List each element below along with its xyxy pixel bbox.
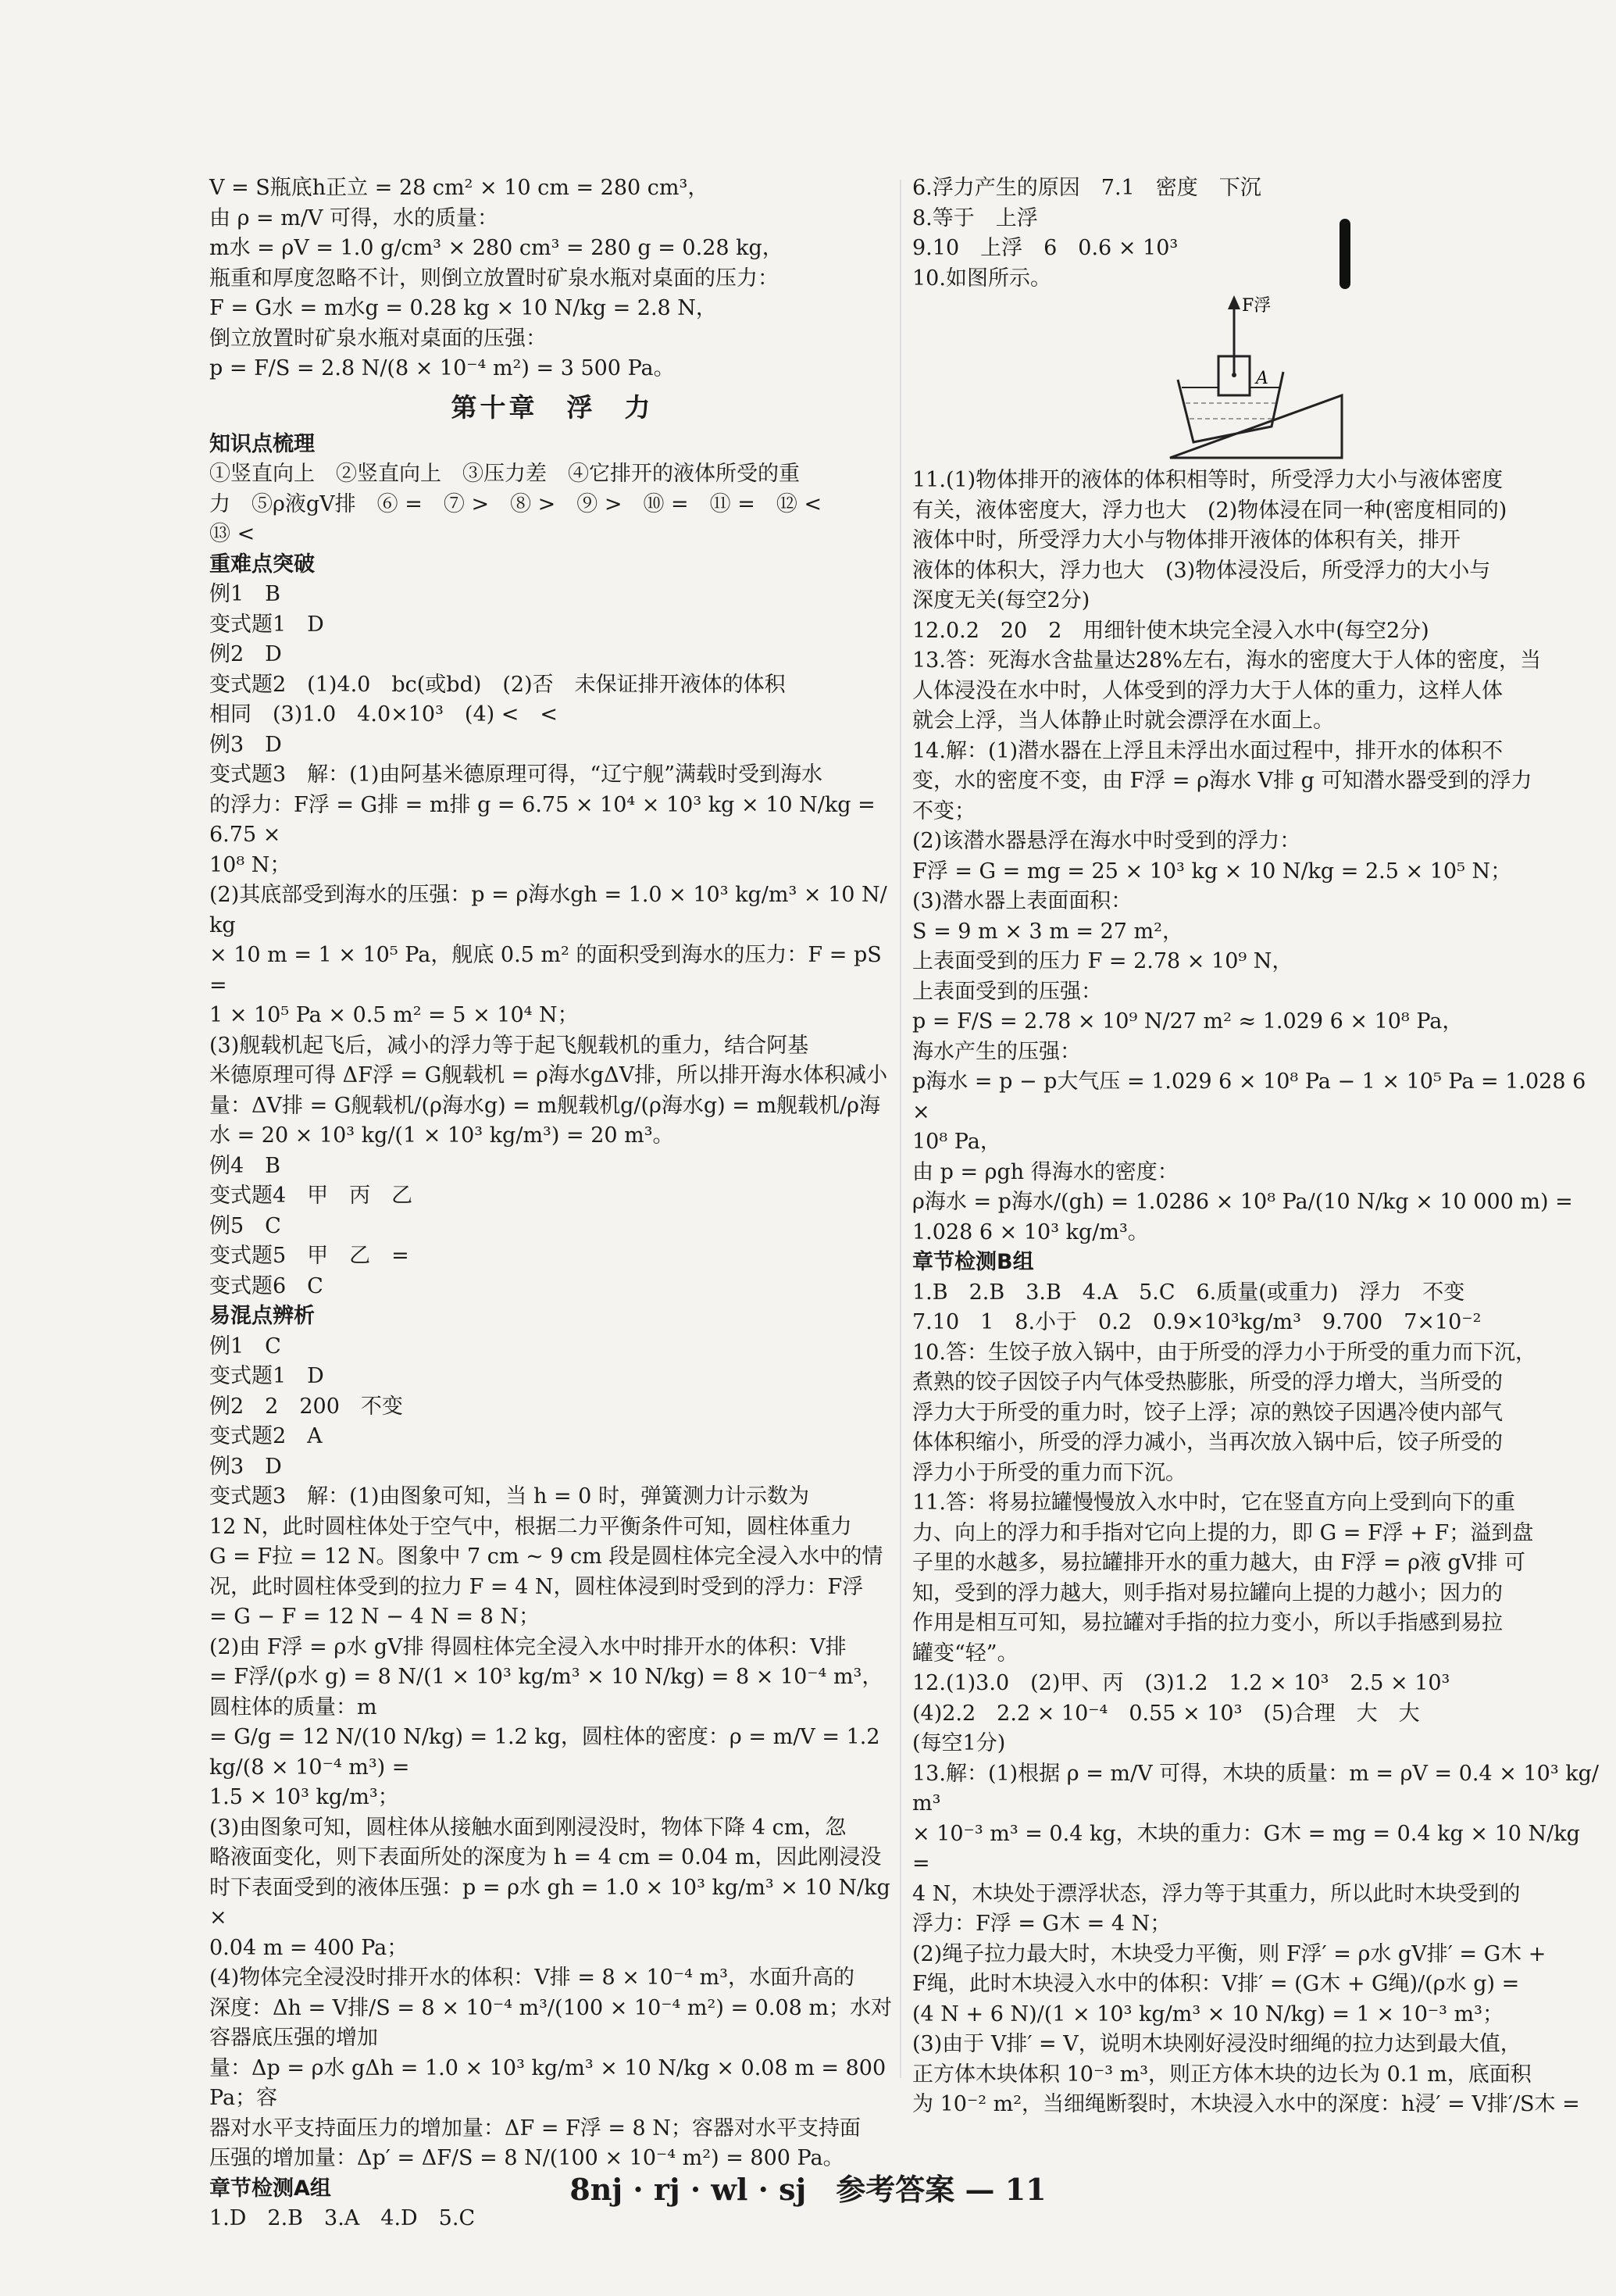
answer-line: 14.解：(1)潜水器在上浮且未浮出水面过程中，排开水的体积不 <box>912 738 1504 763</box>
section-heading: 易混点辨析 <box>209 1304 315 1328</box>
answer-line: ⑬ < <box>209 522 255 546</box>
answer-line: 10⁸ N； <box>209 852 291 877</box>
answer-line: V = S瓶底h正立 = 28 cm² × 10 cm = 280 cm³， <box>209 176 709 200</box>
answer-line: 7.10 1 8.小于 0.2 0.9×10³kg/m³ 9.700 7×10⁻² <box>912 1310 1482 1334</box>
answer-line: 变式题2 A <box>209 1424 323 1448</box>
answer-line: 正方体木块体积 10⁻³ m³，则正方体木块的边长为 0.1 m，底面积 <box>912 2062 1532 2087</box>
answer-line: 例1 C <box>209 1334 281 1359</box>
answer-line: (3)由于 V排′ = V，说明木块刚好浸没时细绳的拉力达到最大值， <box>912 2032 1521 2056</box>
answer-line: = G/g = 12 N/(10 N/kg) = 1.2 kg，圆柱体的密度：ρ = m/V = 1.2 kg/(8 × 10⁻⁴ m³) = <box>209 1725 887 1780</box>
arrow-head <box>1228 295 1240 309</box>
answer-line: (2)其底部受到海水的压强：p = ρ海水gh = 1.0 × 10³ kg/m³ × 10 N/kg <box>209 883 887 937</box>
answer-line: 13.解：(1)根据 ρ = m/V 可得，木块的质量：m = ρV = 0.4 × 10³ kg/m³ <box>912 1761 1599 1816</box>
answer-line: 例2 2 200 不变 <box>209 1394 403 1419</box>
answer-line: 罐变“轻”。 <box>912 1641 1018 1666</box>
answer-line: 知，受到的浮力越大，则手指对易拉罐向上提的力越小；因力的 <box>912 1580 1503 1605</box>
answer-line: 深度：Δh = V排/S = 8 × 10⁻⁴ m³/(100 × 10⁻⁴ m²) = 0.08 m；水对容器底压强的增加 <box>209 1995 892 2050</box>
answer-line: = G − F = 12 N − 4 N = 8 N； <box>209 1605 540 1629</box>
answer-line: 由 ρ = m/V 可得，水的质量： <box>209 205 499 230</box>
answer-line: = F浮/(ρ水 g) = 8 N/(1 × 10³ kg/m³ × 10 N/kg) = 8 × 10⁻⁴ m³，圆柱体的质量：m <box>209 1665 883 1719</box>
answer-line: 例3 D <box>209 1454 282 1479</box>
answer-line: (2)绳子拉力最大时，木块受力平衡，则 F浮′ = ρ水 gV排′ = G木 + <box>912 1941 1546 1966</box>
answer-line: 液体的体积大，浮力也大 (3)物体浸没后，所受浮力的大小与 <box>912 558 1491 583</box>
answer-line: 子里的水越多，易拉罐排开水的重力越大，由 F浮 = ρ液 gV排 可 <box>912 1551 1525 1575</box>
answer-line: 变式题5 甲 乙 = <box>209 1244 409 1268</box>
answer-line: 12.(1)3.0 (2)甲、丙 (3)1.2 1.2 × 10³ 2.5 × 10³ <box>912 1671 1450 1695</box>
page-footer: 8nj · rj · wl · sj 参考答案 — 11 <box>569 2172 1047 2207</box>
answer-line: (3)舰载机起飞后，减小的浮力等于起飞舰载机的重力，结合阿基 <box>209 1033 809 1058</box>
answer-line: p = F/S = 2.8 N/(8 × 10⁻⁴ m²) = 3 500 Pa。 <box>209 356 675 380</box>
section-heading: 章节检测A组 <box>209 2176 331 2201</box>
answer-line: (4 N + 6 N)/(1 × 10³ kg/m³ × 10 N/kg) = 1 × 10⁻³ m³； <box>912 2001 1504 2026</box>
answer-line: 相同 (3)1.0 4.0×10³ (4) < < <box>209 702 558 727</box>
answer-line: 时下表面受到的液体压强：p = ρ水 gh = 1.0 × 10³ kg/m³ × 10 N/kg × <box>209 1875 897 1930</box>
answer-line: 海水产生的压强： <box>912 1039 1081 1064</box>
answer-line: 由 p = ρgh 得海水的密度： <box>912 1159 1179 1184</box>
answer-line: 4 N，木块处于漂浮状态，浮力等于其重力，所以此时木块受到的 <box>912 1881 1521 1906</box>
answer-line: 变式题4 甲 丙 乙 <box>209 1184 413 1208</box>
answer-line: 变式题2 (1)4.0 bc(或bd) (2)否 未保证排开液体的体积 <box>209 672 786 697</box>
answer-line: 例3 D <box>209 732 282 757</box>
object-label: A <box>1256 369 1268 388</box>
answer-line: × 10⁻³ m³ = 0.4 kg，木块的重力：G木 = mg = 0.4 kg × 10 N/kg = <box>912 1821 1587 1876</box>
answer-line: 1.B 2.B 3.B 4.A 5.C 6.质量(或重力) 浮力 不变 <box>912 1280 1465 1305</box>
answer-line: 变式题1 D <box>209 612 324 637</box>
left-column <box>209 173 895 2234</box>
answer-line: 煮熟的饺子因饺子内气体受热膨胀，所受的浮力增大，当所受的 <box>912 1370 1503 1394</box>
answer-line: 1 × 10⁵ Pa × 0.5 m² = 5 × 10⁴ N； <box>209 1003 579 1027</box>
answer-line: ①竖直向上 ②竖直向上 ③压力差 ④它排开的液体所受的重 <box>209 462 800 486</box>
answer-line: (2)该潜水器悬浮在海水中时受到的浮力： <box>912 829 1301 853</box>
answer-line: 变式题3 解：(1)由图象可知，当 h = 0 时，弹簧测力计示数为 <box>209 1484 809 1509</box>
answer-line: 变式题3 解：(1)由阿基米德原理可得，“辽宁舰”满载时受到海水 <box>209 762 823 787</box>
answer-line: 倒立放置时矿泉水瓶对桌面的压强： <box>209 326 547 351</box>
answer-line: 浮力：F浮 = G木 = 4 N； <box>912 1912 1172 1936</box>
section-heading: 重难点突破 <box>209 552 315 577</box>
answer-line: 作用是相互可知，易拉罐对手指的拉力变小，所以手指感到易拉 <box>912 1611 1503 1635</box>
answer-line: 液体中时，所受浮力大小与物体排开液体的体积有关，排开 <box>912 528 1461 552</box>
answer-line: (3)潜水器上表面面积： <box>912 889 1133 913</box>
answer-line: F浮 = G = mg = 25 × 10³ kg × 10 N/kg = 2.5 × 10⁵ N； <box>912 859 1512 884</box>
answer-line: 10.如图所示。 <box>912 266 1051 291</box>
answer-line: F = G水 = m水g = 0.28 kg × 10 N/kg = 2.8 N， <box>209 296 717 320</box>
answer-line: p = F/S = 2.78 × 10⁹ N/27 m² ≈ 1.029 6 × 10⁸ Pa， <box>912 1009 1464 1034</box>
answer-line: 12 N，此时圆柱体处于空气中，根据二力平衡条件可知，圆柱体重力 <box>209 1514 852 1539</box>
answer-line: 有关，液体密度大，浮力也大 (2)物体浸在同一种(密度相同的) <box>912 498 1507 523</box>
column-divider <box>900 180 901 2078</box>
answer-line: 上表面受到的压力 F = 2.78 × 10⁹ N， <box>912 949 1293 973</box>
right-column-top <box>912 173 1600 294</box>
answer-line: p海水 = p − p大气压 = 1.029 6 × 10⁸ Pa − 1 × 10⁵ Pa = 1.028 6 × <box>912 1069 1593 1124</box>
force-label: F浮 <box>1242 296 1272 316</box>
answer-line: 力 ⑤ρ液gV排 ⑥ = ⑦ > ⑧ > ⑨ > ⑩ = ⑪ = ⑫ < <box>209 491 822 516</box>
answer-line: (每空1分) <box>912 1731 1006 1755</box>
answer-line: 米德原理可得 ΔF浮 = G舰载机 = ρ海水gΔV排，所以排开海水体积减小 <box>209 1063 888 1087</box>
answer-line: 量：Δp = ρ水 gΔh = 1.0 × 10³ kg/m³ × 10 N/kg × 0.08 m = 800 Pa；容 <box>209 2055 893 2110</box>
answer-line: 深度无关(每空2分) <box>912 588 1090 612</box>
incline-container-diagram <box>1147 294 1350 466</box>
answer-line: 变式题1 D <box>209 1364 324 1388</box>
answer-line: S = 9 m × 3 m = 27 m²， <box>912 919 1183 944</box>
answer-line: 浮力小于所受的重力而下沉。 <box>912 1460 1186 1485</box>
answer-line: 0.04 m = 400 Pa； <box>209 1935 408 1960</box>
answer-line: 上表面受到的压强： <box>912 979 1102 1004</box>
answer-line: 例4 B <box>209 1153 281 1178</box>
answer-line: 量：ΔV排 = G舰载机/(ρ海水g) = m舰载机g/(ρ海水g) = m舰载机/ρ海水 = 20 × 10³ kg/(1 × 10³ kg/m³) = 20 m³。 <box>209 1093 881 1148</box>
answer-line: 变式题6 C <box>209 1273 323 1298</box>
answer-line: G = F拉 = 12 N。图象中 7 cm ~ 9 cm 段是圆柱体完全浸入水中的情 <box>209 1544 883 1569</box>
answer-line: 11.(1)物体排开的液体的体积相等时，所受浮力大小与液体密度 <box>912 468 1504 492</box>
answer-line: 例5 C <box>209 1213 281 1238</box>
answer-line: 9.10 上浮 6 0.6 × 10³ <box>912 236 1179 260</box>
answer-line: 略液面变化，则下表面所处的深度为 h = 4 cm = 0.04 m，因此刚浸没 <box>209 1845 882 1869</box>
answer-line: ρ海水 = p海水/(gh) = 1.0286 × 10⁸ Pa/(10 N/kg × 10 000 m) = 1.028 6 × 10³ kg/m³。 <box>912 1190 1580 1244</box>
answer-line: 人体浸没在水中时，人体受到的浮力大于人体的重力，这样人体 <box>912 678 1503 703</box>
chapter-title: 第十章 浮 力 <box>451 391 654 423</box>
right-column <box>912 173 1600 2120</box>
answer-line: 就会上浮，当人体静止时就会漂浮在水面上。 <box>912 709 1334 733</box>
answer-line: 器对水平支持面压力的增加量：ΔF = F浮 = 8 N；容器对水平支持面 <box>209 2116 861 2141</box>
buoyancy-figure <box>912 294 1600 466</box>
answer-line: (3)由图象可知，圆柱体从接触水面到刚浸没时，物体下降 4 cm，忽 <box>209 1815 847 1840</box>
answer-line: 变，水的密度不变，由 F浮 = ρ海水 V排 g 可知潜水器受到的浮力 <box>912 769 1532 793</box>
answer-line: (4)2.2 2.2 × 10⁻⁴ 0.55 × 10³ (5)合理 大 大 <box>912 1701 1420 1726</box>
answer-line: 11.答：将易拉罐慢慢放入水中时，它在竖直方向上受到向下的重 <box>912 1491 1515 1515</box>
answer-line: 例2 D <box>209 642 282 666</box>
answer-line: 浮力大于所受的重力时，饺子上浮；凉的熟饺子因遇冷使内部气 <box>912 1400 1503 1425</box>
answer-line: 的浮力：F浮 = G排 = m排 g = 6.75 × 10⁴ × 10³ kg × 10 N/kg = 6.75 × <box>209 792 883 847</box>
answer-line: 8.等于 上浮 <box>912 205 1038 230</box>
answer-line: 例1 B <box>209 582 281 606</box>
answer-line: 13.答：死海水含盐量达28%左右，海水的密度大于人体的密度，当 <box>912 648 1541 673</box>
answer-line: 1.5 × 10³ kg/m³； <box>209 1785 399 1809</box>
answer-line: m水 = ρV = 1.0 g/cm³ × 280 cm³ = 280 g = 0.28 kg， <box>209 236 783 260</box>
answer-line: 6.浮力产生的原因 7.1 密度 下沉 <box>912 176 1261 200</box>
answer-line: F绳，此时木块浸入水中的体积：V排′ = (G木 + G绳)/(ρ水 g) = <box>912 1972 1520 1996</box>
answer-line: 10.答：生饺子放入锅中，由于所受的浮力小于所受的重力而下沉， <box>912 1340 1536 1365</box>
answer-line: (4)物体完全浸没时排开水的体积：V排 = 8 × 10⁻⁴ m³，水面升高的 <box>209 1966 854 1990</box>
incline-plane <box>1170 395 1342 458</box>
answer-line: 10⁸ Pa， <box>912 1130 1001 1154</box>
answer-line: 压强的增加量：Δp′ = ΔF/S = 8 N/(100 × 10⁻⁴ m²) = 800 Pa。 <box>209 2146 844 2170</box>
answer-line: 12.0.2 20 2 用细针使木块完全浸入水中(每空2分) <box>912 618 1429 643</box>
answer-line: 不变； <box>912 798 976 823</box>
answer-line: 体体积缩小，所受的浮力减小，当再次放入锅中后，饺子所受的 <box>912 1430 1503 1455</box>
answer-line: (2)由 F浮 = ρ水 gV排 得圆柱体完全浸入水中时排开水的体积：V排 <box>209 1634 847 1659</box>
section-heading: 章节检测B组 <box>912 1250 1034 1274</box>
answer-line: 1.D 2.B 3.A 4.D 5.C <box>209 2206 476 2230</box>
answer-line: 况，此时圆柱体受到的拉力 F = 4 N，圆柱体浸到时受到的浮力：F浮 <box>209 1574 864 1599</box>
answer-line: 为 10⁻² m²，当细绳断裂时，木块浸入水中的深度：h浸′ = V排′/S木 = <box>912 2092 1580 2116</box>
answer-line: × 10 m = 1 × 10⁵ Pa，舰底 0.5 m² 的面积受到海水的压力：F = pS = <box>209 943 889 998</box>
right-column-bottom <box>912 466 1600 2120</box>
section-heading: 知识点梳理 <box>209 431 315 456</box>
answer-line: 瓶重和厚度忽略不计，则倒立放置时矿泉水瓶对桌面的压力： <box>209 266 779 291</box>
answer-line: 力、向上的浮力和手指对它向上提的力，即 G = F浮 + F；溢到盘 <box>912 1520 1534 1545</box>
